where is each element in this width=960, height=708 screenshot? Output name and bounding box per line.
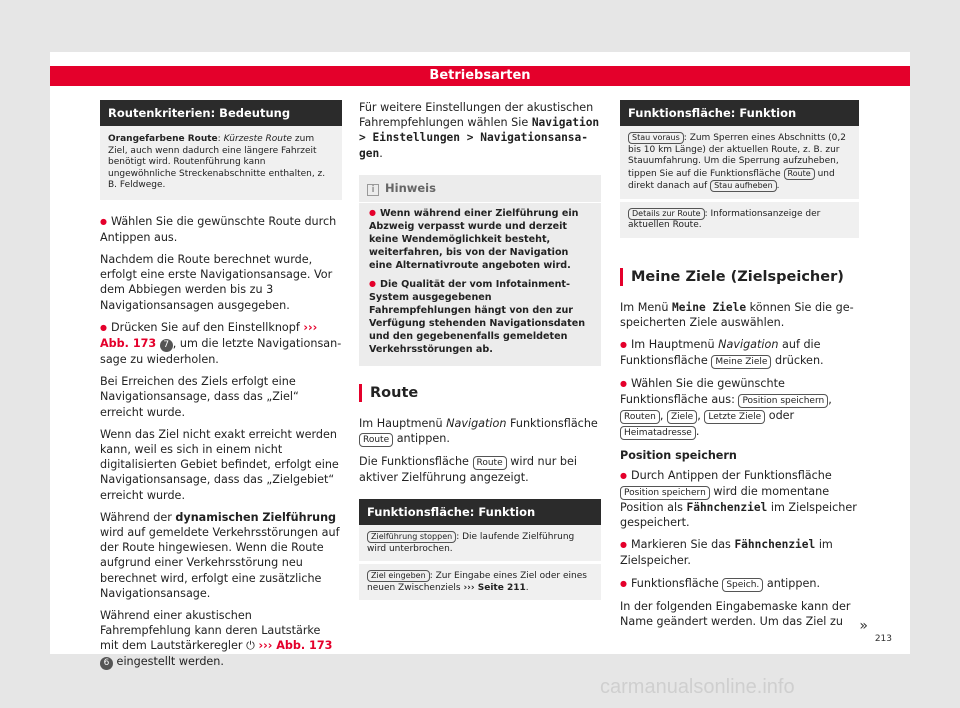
text: wird nur bei aktiver Zielführung angezeigt. xyxy=(359,455,577,485)
continued-icon: » xyxy=(859,618,868,634)
paragraph-destination-area: Wenn das Ziel nicht exakt erreicht werden kann, weil es sich in einem nicht digitalisierten Gebiet befindet, erfolgt eine Navigationsansage, dass das „Zielgebiet“ erreicht wurde. xyxy=(100,427,339,502)
info-icon: i xyxy=(367,184,379,196)
paragraph-route-visibility xyxy=(359,454,601,485)
bullet-mark-flag xyxy=(620,537,859,568)
text: : Zur Eingabe eines Ziel oder eines neuen Zwischenziels xyxy=(367,571,587,593)
flag-destination-label: Fähnchenziel xyxy=(686,500,768,514)
destinations-button[interactable]: Ziele xyxy=(667,410,697,424)
function-row xyxy=(359,564,601,600)
save-button[interactable]: Speich. xyxy=(722,578,763,592)
route-button[interactable]: Route xyxy=(359,433,393,447)
text: und direkt danach auf xyxy=(628,168,835,191)
dynamic-guidance-label: dynamischen Zielführung xyxy=(175,510,337,524)
text: Durch Antippen der Funktionsfläche xyxy=(630,468,832,482)
home-address-button[interactable]: Heimatadresse xyxy=(620,426,696,440)
save-position-button[interactable]: Position speichern xyxy=(738,394,828,408)
text: im Zielspeicher gespeichert. xyxy=(620,500,857,529)
route-functions-title: Funktionsfläche: Funktion xyxy=(359,499,601,525)
route-button[interactable]: Route xyxy=(473,456,507,470)
text: . xyxy=(379,146,383,160)
text: : Zum Sperren eines Abschnitts (0,2 bis 10 km Länge) der aktuellen Route, z. B. zur Stauumfahrung. Um die Sperrung aufzuheben, tippen Sie auf die Funktionsfläche xyxy=(628,133,846,179)
text: Navigation xyxy=(446,417,507,431)
page-link[interactable]: ››› Seite 211 xyxy=(463,582,526,593)
paragraph-volume xyxy=(100,608,342,670)
route-criteria-body: Orangefarbene Route: Kürzeste Route zum Ziel, auch wenn dadurch eine längere Fahrzeit benötigt wird. Routenführung kann ungewöhnliche Streckenabschnitte enthalten, z. B. Feldwege. xyxy=(108,134,326,190)
bullet-select-route: ● Wählen Sie die gewünschte Route durch Antippen aus. xyxy=(100,214,342,245)
text: . xyxy=(525,582,529,593)
text: Im Menü xyxy=(620,300,673,314)
my-destinations-button[interactable]: Meine Ziele xyxy=(711,355,771,369)
hint-item: ● Die Qualität der vom Infotainment-System ausgegebenen Fahrempfehlungen hängt von den zur Verfügung stehenden Navigationsdaten und den gegebenenfalls gemeldeten Verkehrsstörungen ab. xyxy=(359,274,601,358)
paragraph-navigation-announcement: Nachdem die Route berechnet wurde, erfolgt eine erste Navigationsansage. Vor dem Abbiegen werden bis zu 3 Navigationsansagen ausgegeben. xyxy=(100,252,333,312)
subheading-save-position: Position speichern xyxy=(620,449,737,463)
text: Funktionsfläche xyxy=(506,417,598,431)
text: oder xyxy=(765,409,795,423)
text: können Sie die gespeicherten Ziele auswählen. xyxy=(620,300,854,329)
text: Funktionsfläche xyxy=(630,576,723,590)
route-details-button[interactable]: Details zur Route xyxy=(628,208,705,220)
hint-box xyxy=(359,175,601,366)
bullet-main-menu xyxy=(620,337,859,369)
last-destinations-button[interactable]: Letzte Ziele xyxy=(704,410,765,424)
text: . xyxy=(776,181,780,191)
route-button[interactable]: Route xyxy=(784,168,815,180)
traffic-ahead-button[interactable]: Stau voraus xyxy=(628,132,684,144)
text: auf die Funktionsfläche xyxy=(620,337,821,368)
bullet-save-button xyxy=(620,576,859,592)
text: wird die momentane Position als xyxy=(620,484,830,514)
callout-number: 6 xyxy=(100,657,113,670)
function-row xyxy=(620,126,859,202)
route-functions-title: Funktionsfläche: Funktion xyxy=(620,100,859,126)
text: drücken. xyxy=(771,354,824,368)
function-row xyxy=(620,202,859,238)
watermark: carmanualsonline.info xyxy=(600,676,795,698)
paragraph-destination-reached: Bei Erreichen des Ziels erfolgt eine Navigationsansage, dass das „Ziel“ erreicht wurde. xyxy=(100,375,299,419)
text: Markieren Sie das xyxy=(630,538,735,552)
power-icon: ⏻ xyxy=(246,639,255,653)
shortest-route-label: Kürzeste Route xyxy=(223,134,293,144)
page-header: Betriebsarten xyxy=(50,66,910,86)
orange-route-label: Orangefarbene Route xyxy=(108,134,218,144)
route-functions-box xyxy=(359,499,601,600)
route-criteria-box xyxy=(100,100,342,200)
clear-traffic-button[interactable]: Stau aufheben xyxy=(710,180,777,192)
hint-item: ● Wenn während einer Zielführung ein Abzweig verpasst wurde und derzeit keine Wendemöglichkeit besteht, weiterfahren, bis von der Navigation eine Alternativroute angeboten wird. xyxy=(359,203,601,274)
text: Drücken Sie auf den Einstellknopf xyxy=(110,320,300,334)
figure-link[interactable]: ››› Abb. 173 xyxy=(100,320,318,350)
hint-title-text: Hinweis xyxy=(385,180,436,195)
menu-name: Meine Ziele xyxy=(672,300,747,314)
text: Wählen Sie die gewünschte Funktionsfläche aus: xyxy=(620,377,785,407)
paragraph-my-destinations xyxy=(620,300,859,330)
section-heading-route: Route xyxy=(359,384,601,402)
menu-path: Navigation > Einstellungen > Navigationsansagen xyxy=(359,116,600,160)
text: antippen. xyxy=(763,576,821,590)
bullet-save-position xyxy=(620,468,859,531)
column-left xyxy=(100,100,342,677)
paragraph-acoustic-settings xyxy=(359,100,601,161)
route-criteria-text: zum Ziel, auch wenn dadurch eine längere Fahrzeit benötigt wird. Routenführung kann ungewöhnliche Streckenabschnitte enthalten, z. B. Feldwege. xyxy=(108,134,326,190)
text: Navigation xyxy=(718,337,779,351)
save-position-button[interactable]: Position speichern xyxy=(620,486,710,500)
paragraph-dynamic-guidance xyxy=(100,510,342,601)
route-functions-box-2 xyxy=(620,100,859,238)
paragraph-input-mask: In der folgenden Eingabemaske kann der Name geändert werden. Um das Ziel zu xyxy=(620,599,851,628)
flag-destination-label: Fähnchenziel xyxy=(734,538,816,552)
page-number: 213 xyxy=(874,634,892,644)
text: Für weitere Einstellungen der akustischen Fahrempfehlungen wählen Sie xyxy=(359,101,594,130)
bullet-repeat-announcement xyxy=(100,320,342,367)
text: Im Hauptmenü xyxy=(630,337,719,351)
column-right xyxy=(620,100,859,636)
routes-button[interactable]: Routen xyxy=(620,410,660,424)
callout-number: 7 xyxy=(160,339,173,352)
text: im Zielspeicher. xyxy=(620,538,833,568)
text: Die Funktionsfläche xyxy=(359,455,473,469)
route-criteria-title: Routenkriterien: Bedeutung xyxy=(100,100,342,126)
text: Während der xyxy=(100,510,176,524)
text: wird auf gemeldete Verkehrsstörungen auf der Route hingewiesen. Wenn die Route aufgrund einer Verkehrsstörung neu berechnet wird, erfolgt eine zusätzliche Navigationsansage. xyxy=(100,525,340,600)
paragraph-route-menu xyxy=(359,416,601,447)
text: eingestellt werden. xyxy=(113,654,224,668)
text: Im Hauptmenü xyxy=(359,417,447,431)
column-middle xyxy=(359,100,601,614)
text: Während einer akustischen Fahrempfehlung kann deren Lautstärke mit dem Lautstärkeregler xyxy=(100,608,321,653)
bullet-choose-function: ● Wählen Sie die gewünschte Funktionsfläche aus: Position speichern , Routen , Ziele , Letzte Ziele oder Heimatadresse . xyxy=(620,376,859,440)
function-row xyxy=(359,525,601,564)
text: , um die letzte Navigationsansage zu wiederholen. xyxy=(100,336,342,366)
text: antippen. xyxy=(393,432,450,446)
stop-guidance-button[interactable]: Zielführung stoppen xyxy=(367,531,456,543)
section-heading-my-destinations: Meine Ziele (Zielspeicher) xyxy=(620,268,859,286)
text: : Die laufende Zielführung wird unterbrochen. xyxy=(367,532,575,554)
hint-title xyxy=(359,175,601,203)
enter-destination-button[interactable]: Ziel eingeben xyxy=(367,570,430,582)
text: : Informationsanzeige der aktuellen Route. xyxy=(628,208,821,230)
figure-link[interactable]: ››› Abb. 173 xyxy=(258,639,333,653)
